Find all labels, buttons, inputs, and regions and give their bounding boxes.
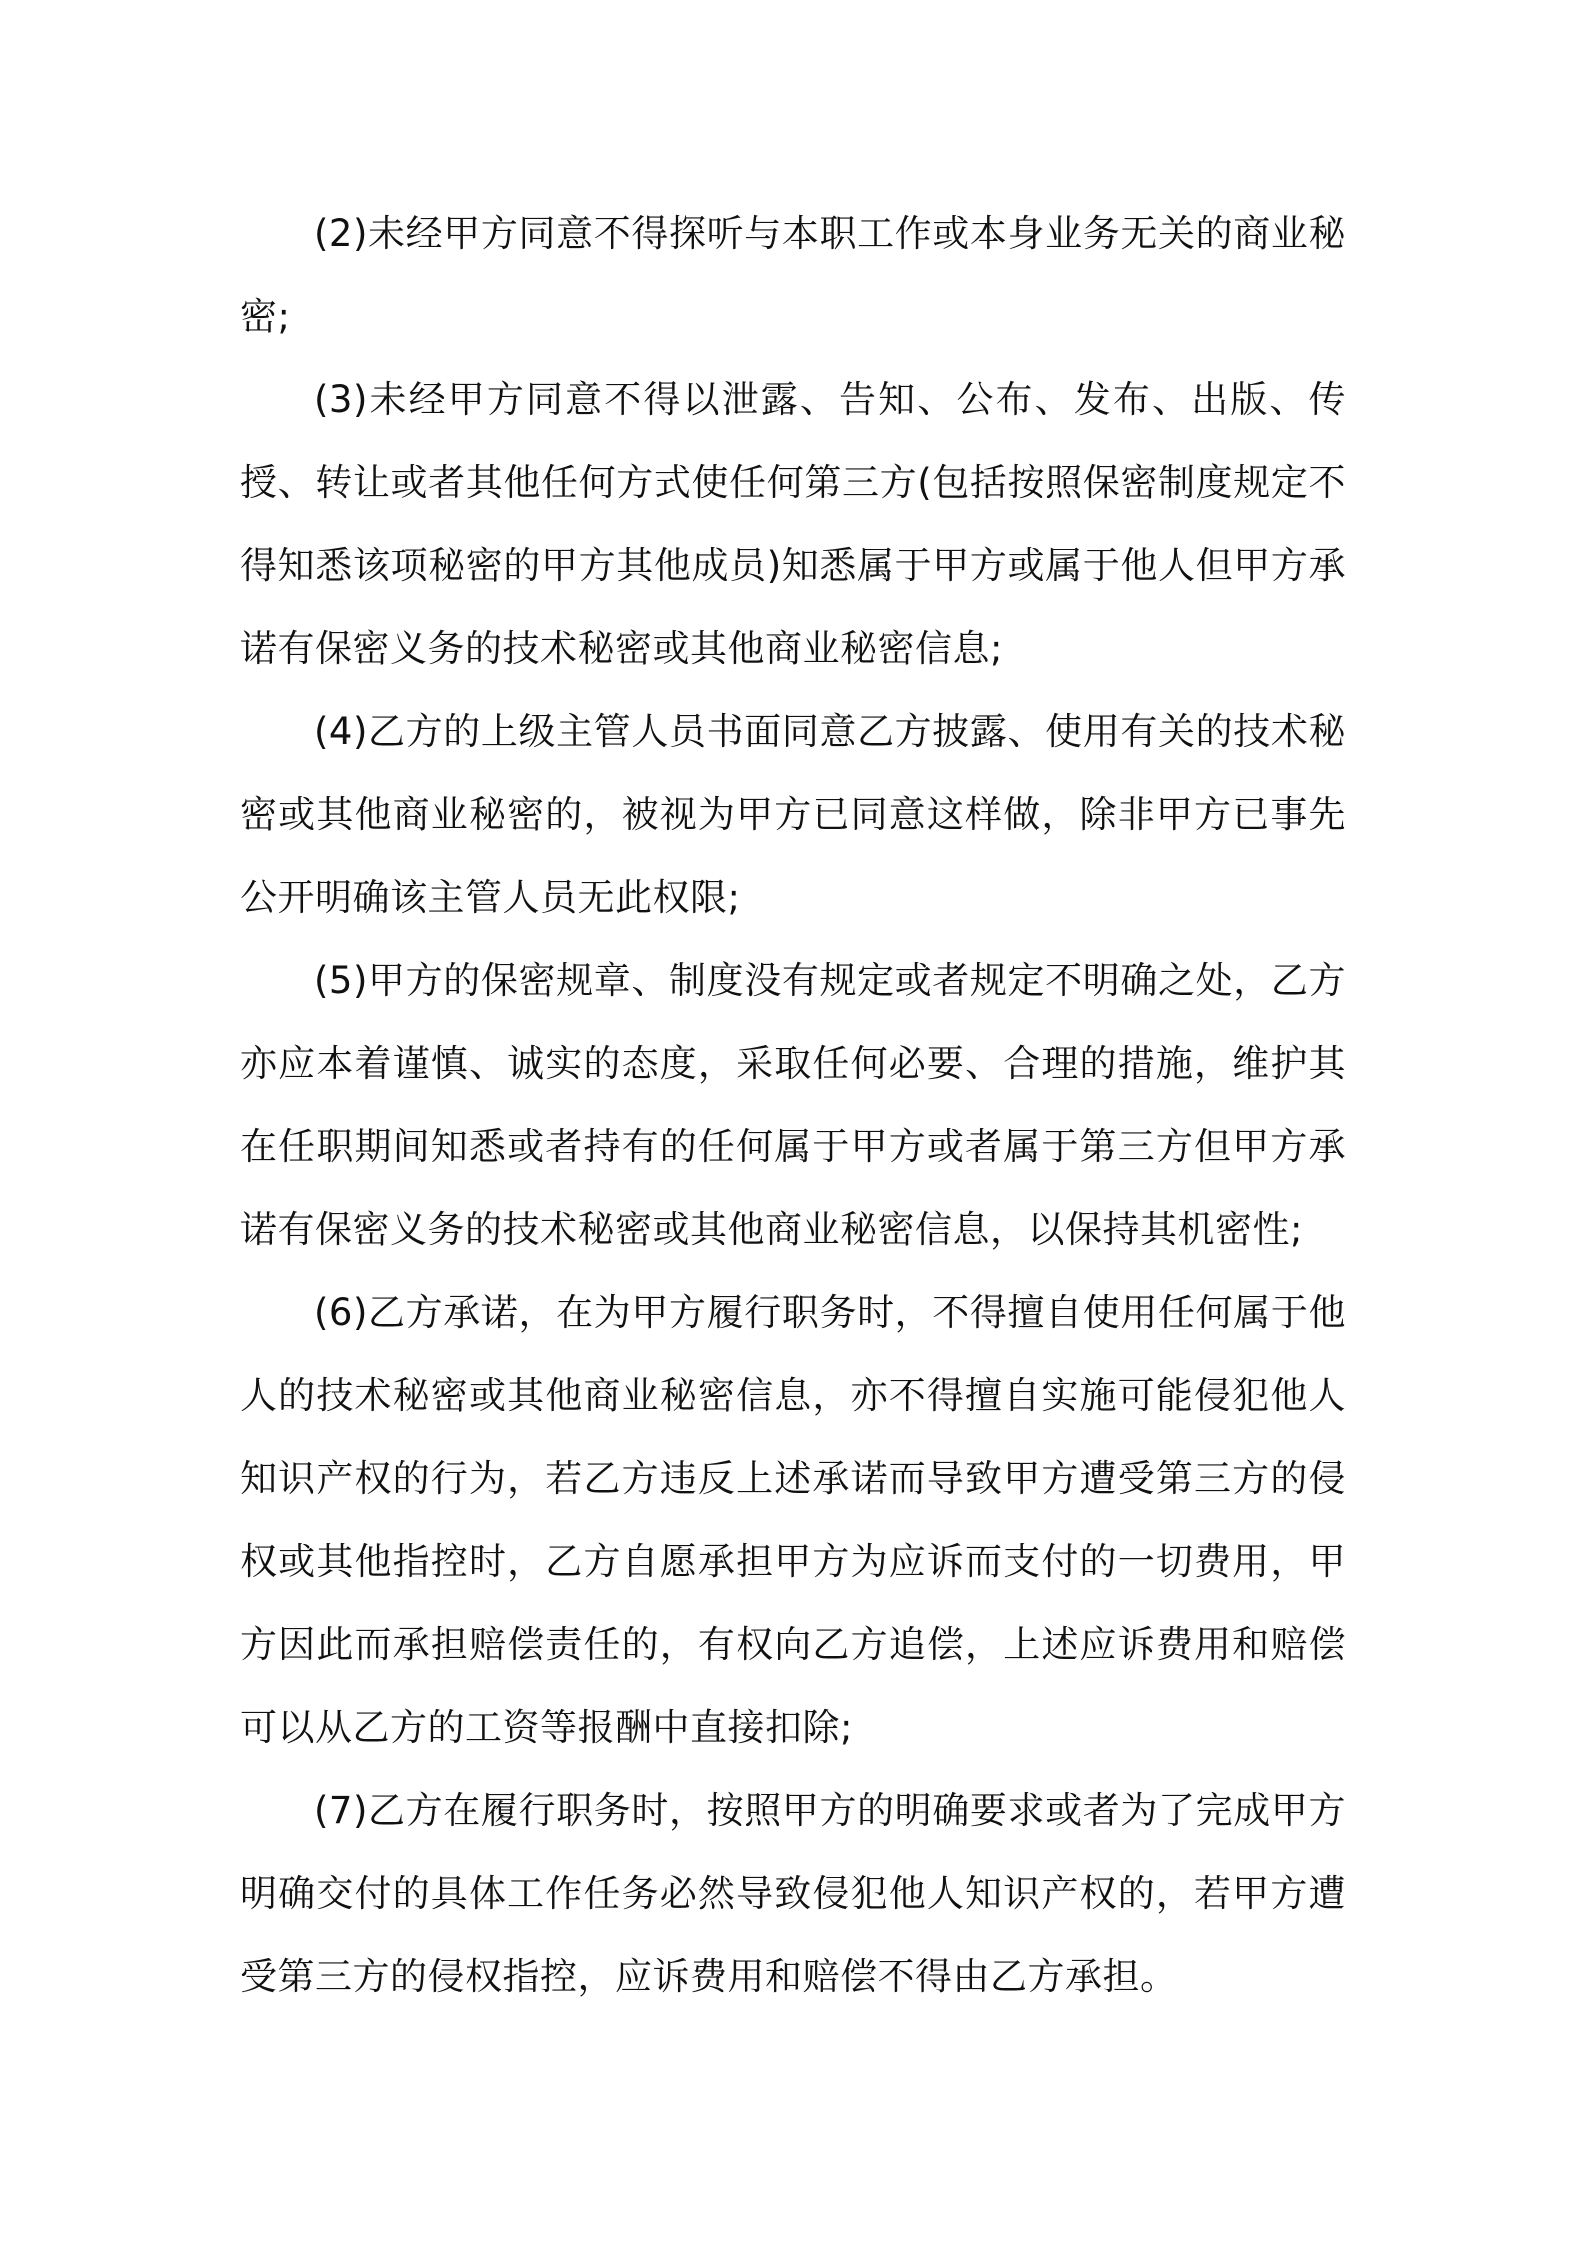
clause-4-paragraph: (4)乙方的上级主管人员书面同意乙方披露、使用有关的技术秘密或其他商业秘密的，被视为甲方已同意这样做，除非甲方已事先公开明确该主管人员无此权限; [240,710,1346,919]
clause-6-paragraph: (6)乙方承诺，在为甲方履行职务时，不得擅自使用任何属于他人的技术秘密或其他商业秘密信息，亦不得擅自实施可能侵犯他人知识产权的行为，若乙方违反上述承诺而导致甲方遭受第三方的侵权或其他指控时，乙方自愿承担甲方为应诉而支付的一切费用，甲方因此而承担赔偿责任的，有权向乙方追偿，上述应诉费用和赔偿可以从乙方的工资等报酬中直接扣除; [240,1291,1346,1749]
document-body [240,192,1346,2018]
clause-2-paragraph: (2)未经甲方同意不得探听与本职工作或本身业务无关的商业秘密; [240,212,1346,338]
clause-7-paragraph: (7)乙方在履行职务时，按照甲方的明确要求或者为了完成甲方明确交付的具体工作任务必然导致侵犯他人知识产权的，若甲方遭受第三方的侵权指控，应诉费用和赔偿不得由乙方承担。 [240,1789,1346,1998]
clause-3-paragraph: (3)未经甲方同意不得以泄露、告知、公布、发布、出版、传授、转让或者其他任何方式使任何第三方(包括按照保密制度规定不得知悉该项秘密的甲方其他成员)知悉属于甲方或属于他人但甲方承诺有保密义务的技术秘密或其他商业秘密信息; [240,378,1346,670]
clause-5-paragraph: (5)甲方的保密规章、制度没有规定或者规定不明确之处，乙方亦应本着谨慎、诚实的态度，采取任何必要、合理的措施，维护其在任职期间知悉或者持有的任何属于甲方或者属于第三方但甲方承诺有保密义务的技术秘密或其他商业秘密信息，以保持其机密性; [240,959,1346,1251]
